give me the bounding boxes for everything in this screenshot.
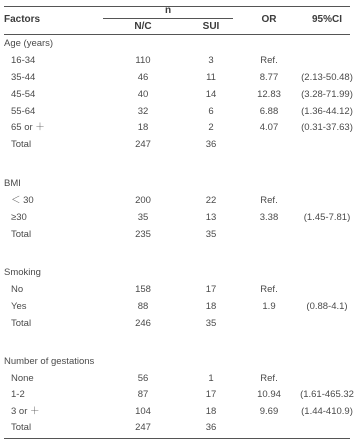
header-ci: 95%CI <box>311 14 343 25</box>
cell-or: Ref. <box>260 284 278 295</box>
row-label: 35-44 <box>11 72 36 83</box>
cell-or: 12.83 <box>257 89 281 100</box>
cell-nc: 110 <box>135 55 151 66</box>
cell-nc: 158 <box>135 284 151 295</box>
header-n: n <box>164 5 172 16</box>
section-label: Smoking <box>4 267 41 278</box>
cell-sui: 2 <box>208 122 214 133</box>
row-label: 16-34 <box>11 55 36 66</box>
cell-nc: 247 <box>135 139 151 150</box>
bottom-rule <box>4 438 350 439</box>
cell-ci: (0.31-37.63) <box>301 122 353 133</box>
row-label: Total <box>11 139 32 150</box>
row-label: ＜ 30 <box>11 195 34 206</box>
cell-sui: 35 <box>205 318 217 329</box>
row-label: Yes <box>11 301 27 312</box>
cell-nc: 32 <box>137 106 149 117</box>
cell-nc: 18 <box>137 122 149 133</box>
row-label: ≥30 <box>11 212 27 223</box>
cell-sui: 6 <box>208 106 214 117</box>
cell-nc: 104 <box>135 406 151 417</box>
row-label: 45-54 <box>11 89 36 100</box>
cell-sui: 11 <box>206 72 216 83</box>
header-or: OR <box>261 14 277 25</box>
cell-sui: 18 <box>205 301 217 312</box>
cell-nc: 88 <box>137 301 149 312</box>
cell-or: Ref. <box>260 195 278 206</box>
cell-sui: 36 <box>205 422 217 433</box>
cell-nc: 46 <box>137 72 149 83</box>
cell-nc: 200 <box>135 195 151 206</box>
n-group-rule <box>103 18 233 19</box>
cell-sui: 35 <box>205 229 217 240</box>
cell-sui: 14 <box>205 89 217 100</box>
header-nc: N/C <box>134 21 152 32</box>
header-sui: SUI <box>202 21 220 32</box>
cell-nc: 35 <box>137 212 149 223</box>
cell-or: 8.77 <box>259 72 279 83</box>
row-label: 3 or ＋ <box>11 406 40 417</box>
cell-ci: (3.28-71.99) <box>301 89 353 100</box>
cell-or: 1.9 <box>262 301 276 312</box>
section-label: Age (years) <box>4 38 54 49</box>
cell-ci: (1.45-7.81) <box>303 212 351 223</box>
cell-or: 4.07 <box>259 122 279 133</box>
cell-or: 9.69 <box>259 406 279 417</box>
cell-ci: (2.13-50.48) <box>301 72 353 83</box>
row-label: 55-64 <box>11 106 36 117</box>
cell-or: 3.38 <box>259 212 279 223</box>
cell-nc: 40 <box>137 89 149 100</box>
cell-or: 10.94 <box>257 389 281 400</box>
cell-sui: 17 <box>205 389 217 400</box>
row-label: No <box>11 284 24 295</box>
row-label: Total <box>11 422 32 433</box>
cell-sui: 1 <box>208 373 214 384</box>
cell-ci: (1.44-410.9) <box>301 406 353 417</box>
cell-sui: 22 <box>205 195 217 206</box>
cell-ci: (1.61-465.32 <box>300 389 354 400</box>
cell-ci: (0.88-4.1) <box>306 301 348 312</box>
cell-nc: 87 <box>137 389 149 400</box>
cell-sui: 3 <box>208 55 214 66</box>
row-label: Total <box>11 229 32 240</box>
cell-or: 6.88 <box>259 106 279 117</box>
header-factors: Factors <box>4 14 41 25</box>
cell-or: Ref. <box>260 55 278 66</box>
cell-sui: 13 <box>205 212 217 223</box>
row-label: 1-2 <box>11 389 25 400</box>
cell-or: Ref. <box>260 373 278 384</box>
cell-nc: 235 <box>135 229 151 240</box>
row-label: 65 or ＋ <box>11 122 45 133</box>
row-label: None <box>11 373 34 384</box>
cell-sui: 17 <box>205 284 217 295</box>
row-label: Total <box>11 318 32 329</box>
cell-nc: 246 <box>135 318 151 329</box>
cell-sui: 18 <box>205 406 217 417</box>
top-rule <box>4 6 350 7</box>
cell-nc: 247 <box>135 422 151 433</box>
section-label: BMI <box>4 178 21 189</box>
cell-ci: (1.36-44.12) <box>301 106 353 117</box>
section-label: Number of gestations <box>4 356 95 367</box>
header-rule <box>4 34 350 35</box>
cell-sui: 36 <box>205 139 217 150</box>
cell-nc: 56 <box>137 373 149 384</box>
